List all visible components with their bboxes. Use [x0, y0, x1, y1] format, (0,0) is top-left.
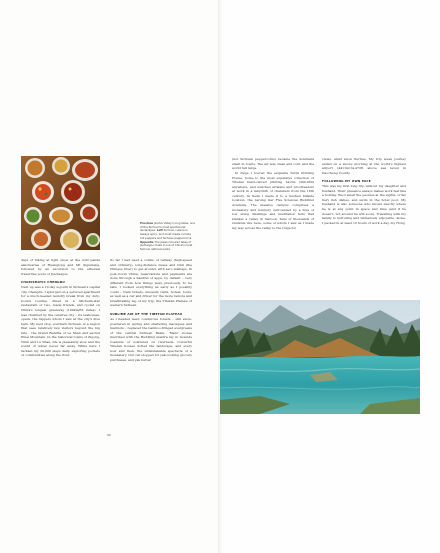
caption-text-opposite: The jewel-coloured lakes of Jiuzhaigou make it one of China's most famous national parks.: [140, 239, 193, 251]
heading-charismatic-chengdu: CHARISMATIC CHENGDU: [21, 279, 66, 284]
col1-paragraph-1: days of hiking at light snow at the wild panda sanctuaries of Huanglong and Mt Siguniang, followed by an excursion to the ethereal travertine pools of Jiuzhaigou.: [21, 258, 100, 276]
caption-label-previous: Previous: [140, 221, 154, 225]
col2-paragraph-1: So far I had used a combo of railway (high-speed and ordinary), long-distance buses and Didi (the Chinese Uber) to get around, with zero mishaps. In post-Covid China, reservations and payments are done through a handful of apps, by default – very different from how things were previously. To be safe, I booked everything as early as I possibly could – train tickets, museum visits, hotels, tours, as well as a car and driver for the more remote and breathtaking leg of my trip, the Tibetan Plateau of western Sichuan.: [110, 258, 192, 308]
col4-paragraph-1: views, amid snow flurries. My trip week journey ended on a snowy morning at the world's highest airport (4411m/14,472ft above sea level) in Daocheng County.: [322, 157, 406, 175]
col3-paragraph-1: (not Sichuan peppercorns) became the dominant smell in towns. The air was clean and cold, and the world felt large.: [232, 157, 314, 171]
article-column-4: [322, 157, 406, 226]
heading-following-my-own-pace: FOLLOWING MY OWN PACE: [322, 178, 372, 183]
caption-label-left: Left: [156, 228, 163, 233]
caption-text-previous: Jiuzhai Valley's long lakes, one of the Sichuan's most spectacular landscapes.: [140, 221, 195, 233]
sichuan-food-photo: [21, 156, 100, 250]
photo-caption: [140, 222, 195, 252]
page-number-left: 96: [107, 433, 111, 437]
article-column-2: [110, 258, 192, 363]
article-column-1: [21, 258, 100, 358]
caption-text-left: Sichuan cuisine is always spicy, and most meals include hot peppers and Sichuan peppercorns.: [140, 228, 193, 240]
col1-paragraph-2: Next up was a 10-day sojourn in Sichuan's capital city, Chengdu. I splurged on a serviced apartment for a much-needed laundry break from my duty-bound routine, dined in a Michelin-star restaurant or two, made friends, and cycled on China's longest greenway (100km/62 miles). I was charmed by the carefree city – its teahouses, opera, the rappers whom I saw at the city's dive bars. My next stop, southern Sichuan, is a region that sees relatively few visitors beyond the big hits – the Grand Buddha of Le Shan and sacred Emei Mountain. In the historical towns of Zigong, Yibin and Lu Shan, life is pleasantly slow and the sound of water never far away. While here I tackled my 20,000 steps daily, exploring pockets of communities along the river.: [21, 285, 100, 358]
jiuzhaigou-lake-photo: [220, 300, 420, 414]
heading-tibetan-plateau: SUBLIME AIR OF THE TIBETAN PLATEAU: [110, 311, 183, 316]
article-column-3: [232, 157, 314, 231]
right-page: [220, 0, 440, 553]
col4-paragraph-2: This was my first long trip without my daughter and husband. Their presence always makes work feel like a holiday. We'd smell the peonies at the sights, order fiery fish dishes, and swim in the hotel pool. My husband is also someone who knows exactly where he is at any point in space and time (and if he doesn't, not around he will soon). Travelling with my family is nurturing and immensely enjoyable. Alone, I packed in at least 12 hours of work a day, my Hong: [322, 184, 406, 225]
col3-paragraph-2: In Dêge I toured the exquisite Sutra Printing House, home to the most expansive collection of Tibetan hand-carved printing blocks (300,000) anywhere, and watched artisans and proofreaders at work in a labyrinth of chambers from the 18th century. In Seda I made it to a hushed hillside location, the Larung Gar Five Sciences Buddhist Academy. The massive campus comprises a monastery and nunnery surrounded by a hive of low slung dwellings and meditation huts that blanket a valley in maroon. Tens of thousands of students live here, some of whom I saw as I made my way across the valley to the ridge for: [232, 171, 314, 230]
col2-paragraph-2: As I headed west, coniferous forests – still snow-powdered in spring and sheltering macaques and marmots – replaced the bamboo-fringed evergreens of the central Sichuan Basin. 'Mani' stones inscribed with the Buddhist mantra lay in mounds roadside or scattered on riverbeds. Colourful Tibetan houses dotted the landscape, and every now and then, the unmistakable spectacle of a monastery. Our car stopped for yak-cooking grocery purchases, and yak butter: [110, 317, 192, 362]
page-gutter: [218, 0, 222, 553]
caption-label-opposite: Opposite: [140, 239, 154, 244]
